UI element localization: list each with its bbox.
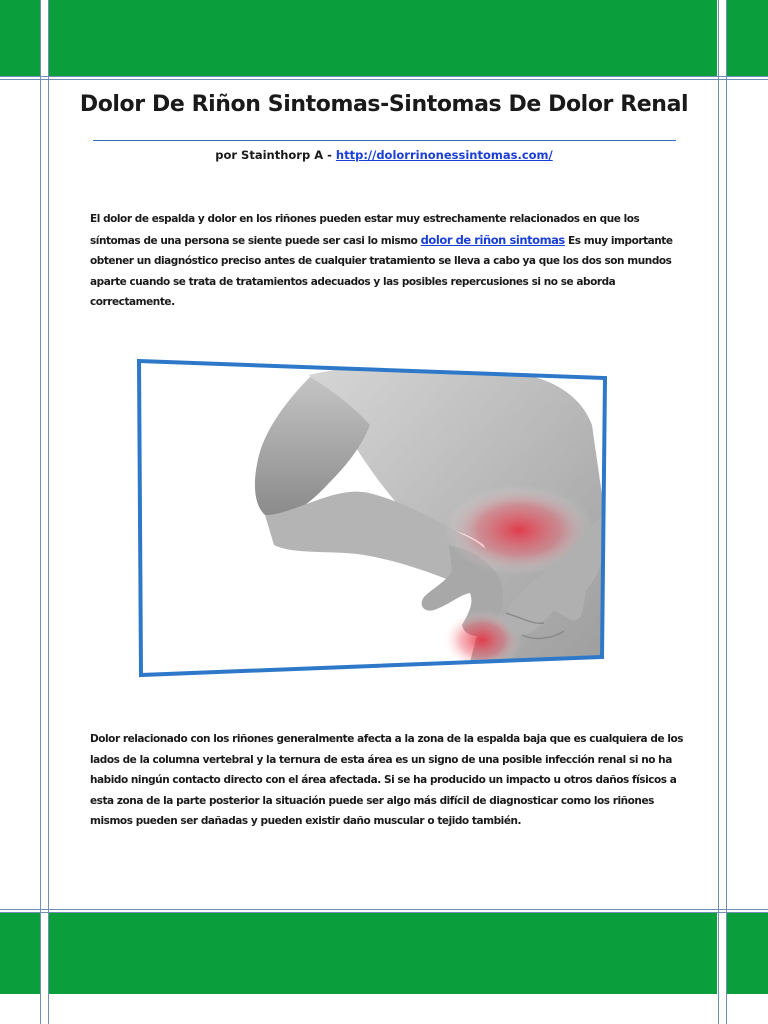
inline-link-dolor-rinon[interactable]: dolor de riñon sintomas xyxy=(420,232,565,247)
left-top-band xyxy=(0,0,40,76)
title-underline xyxy=(93,140,676,141)
frame-line xyxy=(0,79,768,80)
byline-link[interactable]: http://dolorrinonessintomas.com/ xyxy=(335,148,553,162)
byline-author: por Stainthorp A - xyxy=(215,148,336,162)
paragraph-1-text: El dolor de espalda y dolor en los riñones pueden estar muy estrechamente relacionados en que los síntomas de una persona se siente puede ser casi lo mismo xyxy=(90,213,640,247)
article-title: Dolor De Riñon Sintomas-Sintomas De Dolor Renal xyxy=(79,92,689,117)
frame-line xyxy=(0,912,768,913)
center-bottom-band xyxy=(49,912,717,994)
left-bottom-band xyxy=(0,912,40,994)
frame-line xyxy=(726,0,727,1024)
paragraph-1-text-end: Es muy importante obtener un diagnóstico preciso antes de cualquier tratamiento se lleva a cabo ya que los dos son mundos aparte cuando se trata de tratamientos adecuados y las posibles repercusiones si no se aborda correctamente. xyxy=(90,234,673,308)
frame-line xyxy=(0,909,768,910)
frame-line xyxy=(40,0,41,1024)
byline xyxy=(50,148,718,162)
center-top-band xyxy=(49,0,717,76)
frame-line xyxy=(0,76,768,77)
paragraph-2: Dolor relacionado con los riñones generalmente afecta a la zona de la espalda baja que es cualquiera de los lados de la columna vertebral y la ternura de esta área es un signo de una posible infección renal si no ha habido ningún contacto directo con el área afectada. Si se ha producido un impacto u otros daños físicos a esta zona de la parte posterior la situación puede ser algo más difícil de diagnosticar como los riñones mismos pueden ser dañadas y pueden existir daño muscular o tejido también. xyxy=(90,733,684,827)
right-top-band xyxy=(727,0,768,76)
frame-line xyxy=(718,0,719,1024)
frame-line xyxy=(48,0,49,1024)
right-bottom-band xyxy=(727,912,768,994)
paragraph-1 xyxy=(90,209,684,313)
back-pain-photo xyxy=(134,355,610,681)
